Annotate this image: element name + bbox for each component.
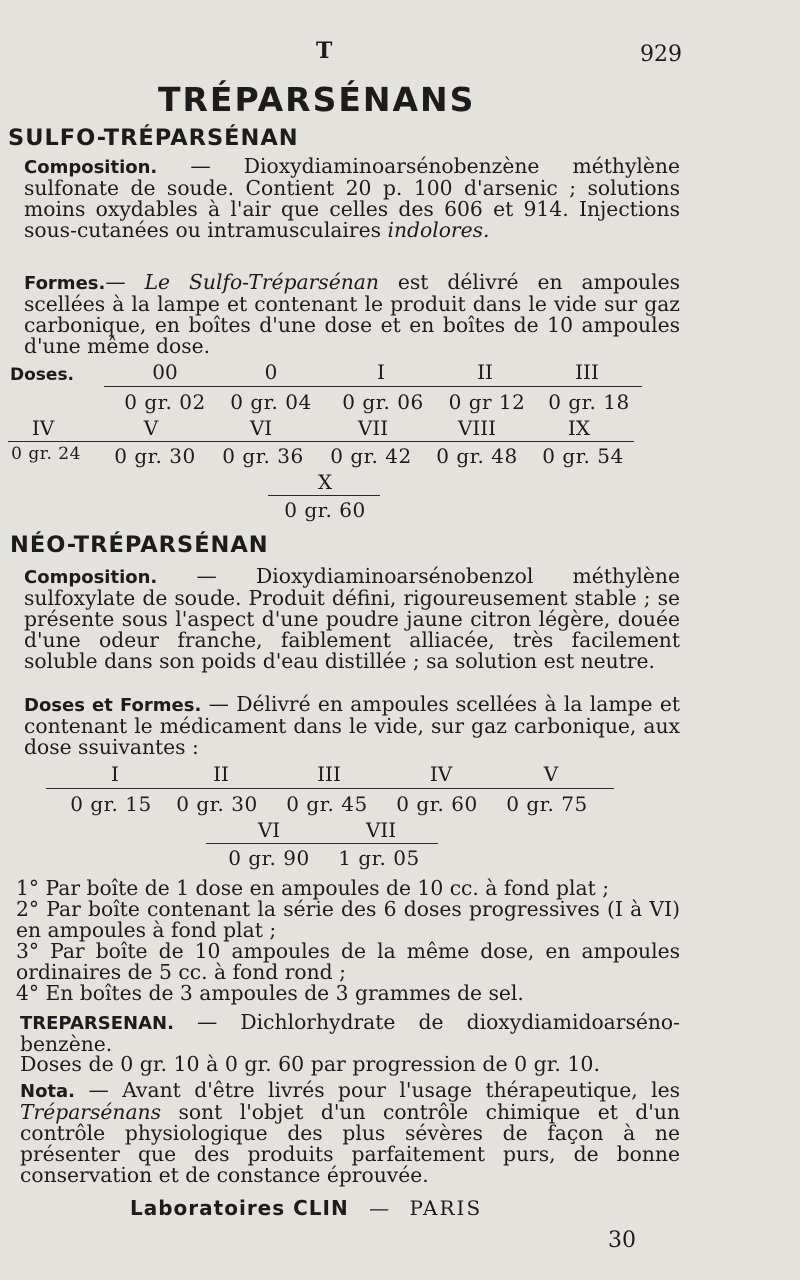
- treparsenan-text: — Dichlorhydrate de dioxydiamidoarséno-benzène.: [20, 1010, 680, 1056]
- nota-text-after: sont l'objet d'un contrôle chimique et d'un contrôle physiologique des plus sévères de façon à ne présenter que des produits parfaitement purs, de bonne conservation et de constance éprouvée.: [20, 1100, 680, 1187]
- dose-value: 0 gr. 90: [228, 846, 310, 870]
- dose-value: 0 gr. 24: [11, 444, 81, 464]
- dose-number: IV: [429, 762, 453, 786]
- dose-value: 0 gr. 30: [176, 792, 258, 816]
- dose-number: 0: [264, 360, 278, 384]
- nota-italic: Tréparsénans: [20, 1100, 162, 1124]
- dose-number: II: [477, 360, 493, 384]
- dose-number: VIII: [457, 416, 497, 440]
- neo-forms-list: [16, 878, 680, 1004]
- dose-value: 0 gr. 02: [124, 390, 206, 414]
- page-title: TRÉPARSÉNANS: [158, 80, 476, 119]
- dose-value: 0 gr. 45: [286, 792, 368, 816]
- section-heading-sulfo: SULFO-TRÉPARSÉNAN: [8, 125, 299, 151]
- sulfo-doses-label: Doses.: [10, 365, 75, 385]
- neo-doses-text: — Délivré en ampoules scellées à la lampe et contenant le médicament dans le vide, sur gaz carbonique, aux dose ssuivantes :: [24, 692, 680, 759]
- dose-number: V: [143, 416, 159, 440]
- nota-label: Nota.: [20, 1081, 76, 1102]
- fraction-bar: [8, 441, 634, 442]
- list-item: 4° En boîtes de 3 ampoules de 3 grammes de sel.: [16, 981, 524, 1005]
- neo-composition-text: — Dioxydiaminoarsénobenzol méthylène sulfoxylate de soude. Produit défini, rigoureusement stable ; se présente sous l'aspect d'une poudre jaune citron légère, douée d'une odeur franche, faiblement alliacée, très facilement soluble dans son poids d'eau distillée ; sa solution est neutre.: [24, 564, 680, 673]
- neo-composition-paragraph: [24, 566, 680, 672]
- dose-value: 0 gr 12: [448, 390, 526, 414]
- dose-number: III: [317, 762, 341, 786]
- dose-value: 0 gr. 18: [548, 390, 630, 414]
- dose-value: 0 gr. 42: [330, 444, 412, 468]
- treparsenan-paragraph: [20, 1012, 680, 1055]
- nota-text-before: — Avant d'être livrés pour l'usage thérapeutique, les: [75, 1078, 680, 1102]
- fraction-bar: [206, 843, 438, 844]
- list-item: 1° Par boîte de 1 dose en ampoules de 10 cc. à fond plat ;: [16, 876, 610, 900]
- fraction-bar: [46, 788, 614, 789]
- dose-value: 0 gr. 30: [114, 444, 196, 468]
- sulfo-formes-paragraph: [24, 272, 680, 357]
- dose-number: I: [111, 762, 119, 786]
- sulfo-composition-label: Composition.: [24, 157, 158, 178]
- dose-value: 0 gr. 48: [436, 444, 518, 468]
- dose-value: 0 gr. 36: [222, 444, 304, 468]
- dose-number: IX: [567, 416, 591, 440]
- dose-number: VII: [365, 818, 397, 842]
- footer: [130, 1196, 482, 1220]
- neo-composition-label: Composition.: [24, 567, 158, 588]
- signature-number: 30: [608, 1228, 636, 1253]
- dose-number: V: [543, 762, 559, 786]
- sulfo-formes-text: est délivré en ampoules scellées à la lampe et contenant le produit dans le vide sur gaz carbonique, en boîtes d'une dose et en boîtes de 10 ampoules d'une même dose.: [24, 270, 680, 358]
- sulfo-formes-italic: Le Sulfo-Tréparsénan: [144, 270, 379, 294]
- neo-doses-paragraph: [24, 694, 680, 758]
- sulfo-composition-paragraph: [24, 156, 680, 241]
- dose-value: 1 gr. 05: [338, 846, 420, 870]
- dose-number: VII: [357, 416, 389, 440]
- dose-value: 0 gr. 60: [396, 792, 478, 816]
- dose-number: VI: [257, 818, 281, 842]
- dose-number: X: [317, 470, 333, 494]
- dose-value: 0 gr. 75: [506, 792, 588, 816]
- neo-doses-label: Doses et Formes.: [24, 695, 202, 716]
- dose-value: 0 gr. 60: [284, 498, 366, 522]
- page-number: 929: [640, 42, 682, 67]
- dose-number: III: [575, 360, 599, 384]
- list-item: 3° Par boîte de 10 ampoules de la même dose, en ampoules ordinaires de 5 cc. à fond rond ;: [16, 939, 680, 984]
- dose-value: 0 gr. 04: [230, 390, 312, 414]
- sulfo-composition-text: — Dioxydiaminoarsénobenzène méthylène sulfonate de soude. Contient 20 p. 100 d'arsenic ; solutions moins oxydables à l'air que celles des 606 et 914. Injections sous-cutanées ou intramusculaires: [24, 154, 680, 242]
- sulfo-formes-label: Formes.: [24, 273, 106, 294]
- treparsenan-label: TREPARSENAN.: [20, 1013, 174, 1034]
- fraction-bar: [104, 386, 642, 387]
- dose-value: 0 gr. 54: [542, 444, 624, 468]
- treparsenan-doses-line: Doses de 0 gr. 10 à 0 gr. 60 par progression de 0 gr. 10.: [20, 1052, 600, 1076]
- dose-value: 0 gr. 06: [342, 390, 424, 414]
- fraction-bar: [268, 495, 380, 496]
- dose-value: 0 gr. 15: [70, 792, 152, 816]
- footer-company: Laboratoires CLIN: [130, 1196, 349, 1220]
- nota-paragraph: [20, 1080, 680, 1186]
- dose-number: II: [213, 762, 229, 786]
- dose-number: IV: [31, 416, 55, 440]
- footer-city: PARIS: [409, 1196, 483, 1220]
- sulfo-formes-dash: —: [105, 270, 145, 294]
- dose-number: VI: [249, 416, 273, 440]
- section-heading-neo: NÉO-TRÉPARSÉNAN: [10, 532, 269, 558]
- list-item: 2° Par boîte contenant la série des 6 doses progressives (I à VI) en ampoules à fond plat ;: [16, 897, 680, 942]
- running-head-letter: T: [316, 38, 333, 64]
- dose-number: 00: [152, 360, 178, 384]
- footer-dash: —: [369, 1196, 390, 1220]
- sulfo-composition-italic: indolores.: [387, 218, 490, 242]
- dose-number: I: [377, 360, 385, 384]
